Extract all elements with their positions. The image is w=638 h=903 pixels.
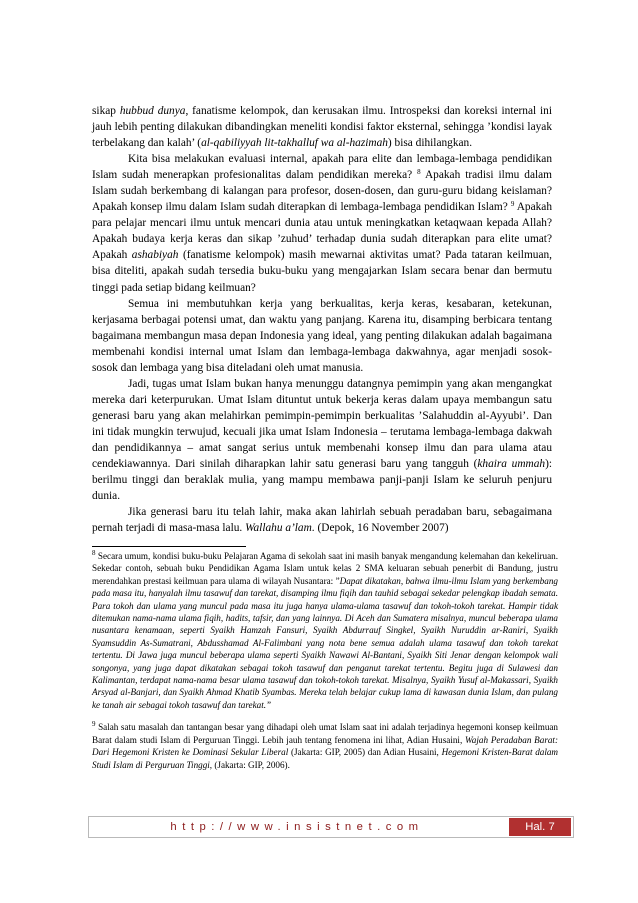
book-title: Hegemoni Kristen-Barat dalam Studi Islam di Perguruan Tinggi, xyxy=(92,747,559,770)
page-footer xyxy=(88,816,574,838)
paragraph-2 xyxy=(92,151,552,295)
footnote-ref-8[interactable]: 8 xyxy=(417,168,421,177)
footnote-separator xyxy=(92,546,246,547)
text-run: ) bisa dihilangkan. xyxy=(387,137,473,150)
text-run: (Jakarta: GIP, 2005) dan Adian Husaini, xyxy=(288,747,442,758)
italic-term: al-qabiliyyah lit-takhalluf wa al-hazimah xyxy=(201,137,388,150)
text-run: (Jakarta: GIP, 2006). xyxy=(212,759,290,770)
text-run: Jadi, tugas umat Islam bukan hanya menunggu datangnya pemimpin yang akan mengangkat mereka dari keterpurukan. Umat Islam dituntut untuk bekerja keras dalam upaya membangun satu generasi baru yang akan melahirkan pemimpin-pemimpin berkualitas ’Salahuddin al-Ayyubi’. Dan ini tidak mungkin terwujud, kecuali jika umat Islam Indonesia – terutama lembaga-lembaga dakwah dan pendidikannya – amat sangat serius untuk membenahi konsep ilmu dan para ulama atau cendekiawannya. Dari sinilah diharapkan lahir satu generasi baru yang tangguh ( xyxy=(92,377,552,471)
page-number-badge: Hal. 7 xyxy=(509,818,571,836)
text-run: ): berilmu tinggi dan beraklak mulia, yang mampu membawa panji-panji Islam ke seluruh penjuru dunia. xyxy=(92,458,552,503)
footnote-number: 9 xyxy=(92,720,96,729)
italic-quote: Dapat dikatakan, bahwa ilmu-ilmu Islam yang berkembang pada masa itu, hanyalah ilmu tasawuf dan tarekat, disamping ilmu fiqih dan tauhid sebagai sekedar pelengkap ibadah semata. Para tokoh dan ulama yang muncul pada masa itu juga hanya ulama-ulama tasawuf dan tokoh-tokoh tarekat. Hampir tidak ditemukan nama-nama ulama fiqih, hadits, tafsir, dan yang lainnya. Di Aceh dan Sumatera misalnya, muncul beberapa ulama nusantara kenamaan, seperti Syaikh Hamzah Fansuri, Syaikh Abdurrauf Singkel, Syaikh Nuruddin ar-Raniri, Syaikh Syamsuddin As-Sumatrani, Abdusshamad Al-Falimbani yang nota bene semua adalah ulama tasawuf dan tokoh tarekat tertentu. Di Jawa juga muncul beberapa ulama seperti Syaikh Nawawi Al-Bantani, Syaikh Siti Jenar dengan kelompok wali songonya, yang juga dapat dikatakan sebagai tokoh tasawuf dan penganut tarekat tertentu. Begitu juga di Sulawesi dan Kalimantan, terdapat nama-nama besar ulama tasawuf dan tokoh-tokoh tarekat. Misalnya, Syaikh Yusuf al-Makassari, Syaikh Arsyad al-Banjari, dan Syaikh Ahmad Khatib Syambas. Mereka telah belajar cukup lama di kawasan dunia Islam, dan pulang ke tanah air sebagai tokoh tasawuf dan tarekat.” xyxy=(92,575,558,710)
footnote-number: 8 xyxy=(92,549,96,557)
text-run: . (Depok, 16 November 2007) xyxy=(311,522,449,535)
paragraph-3: Semua ini membutuhkan kerja yang berkualitas, kerja keras, kesabaran, ketekunan, kerjasama berbagai potensi umat, dan waktu yang panjang. Karena itu, disamping berbicara tentang bagaimana membangun masa depan Indonesia yang ideal, yang penting dilakukan adalah bagaimana membenahi kondisi internal umat Islam dan lembaga-lembaga dakwahnya, agar menjadi sosok-sosok dan lembaga yang bisa diteladani oleh umat manusia. xyxy=(92,297,552,374)
text-run: Jika generasi baru itu telah lahir, maka akan lahirlah sebuah peradaban baru, sebagaimana pernah terjadi di masa-masa lalu. xyxy=(92,506,552,535)
footnote-8 xyxy=(92,550,558,711)
text-run: Secara umum, kondisi buku-buku Pelajaran Agama di sekolah saat ini masih banyak mengandung kelemahan dan kekeliruan. Sekedar contoh, sebuah buku Pendidikan Agama Islam untuk kelas 2 SMA keluaran sebuah penerbit di Bandung, justru merendahkan prestasi keilmuan para ulama di wilayah Nusantara: ” xyxy=(92,551,558,586)
paragraph-4 xyxy=(92,376,552,504)
italic-term: hubbud dunya xyxy=(119,105,186,117)
footnotes xyxy=(92,550,558,771)
main-text xyxy=(92,103,552,536)
text-run: Apakah tradisi ilmu dalam Islam sudah berkembang di kalangan para profesor, dosen-dosen, dan guru-guru bidang keislaman? Apakah konsep ilmu dalam Islam sudah diterapkan di lembaga-lembaga pendidikan Islam? xyxy=(92,169,552,214)
footnote-ref-9[interactable]: 9 xyxy=(510,200,515,209)
text-run: sikap xyxy=(92,105,120,117)
paragraph-1 xyxy=(92,103,552,151)
text-run: Salah satu masalah dan tantangan besar yang dihadapi oleh umat Islam saat ini adalah terjadinya hegemoni konsep keilmuan Barat dalam studi Islam di Perguruan Tinggi. Lebih jauh tentang fenomena ini lihat, Adian Husaini, xyxy=(92,722,558,745)
text-run: Kita bisa melakukan evaluasi internal, apakah para elite dan lembaga-lembaga pendidikan Islam sudah menerapkan profesionalitas dalam pendidikan mereka? xyxy=(92,153,552,182)
text-run: , fanatisme kelompok, dan kerusakan ilmu. Introspeksi dan koreksi internal ini jauh lebih penting dilakukan dibandingkan meneliti kondisi faktor eksternal, sehingga ’kondisi layak terbelakang dan kalah’ ( xyxy=(92,105,552,150)
italic-term: ashabiyah xyxy=(131,249,179,262)
book-title: Wajah Peradaban Barat: Dari Hegemoni Kristen ke Dominasi Sekular Liberal xyxy=(92,734,559,758)
footnote-9 xyxy=(92,721,558,771)
italic-term: khaira ummah xyxy=(477,458,546,471)
text-run: (fanatisme kelompok) masih mewarnai aktivitas umat? Pada tataran keilmuan, bisa diteliti, apakah sudah tersedia buku-buku yang mengajarkan Islam secara benar dan bermutu tinggi pada setiap bidang keilmuan? xyxy=(92,249,552,294)
footer-website-link[interactable]: http://www.insistnet.com xyxy=(170,821,424,833)
italic-term: Wallahu a’lam xyxy=(245,522,312,535)
paragraph-5 xyxy=(92,504,552,536)
text-run: Apakah para pelajar mencari ilmu untuk mencari dunia atau untuk meningkatkan ketaqwaan kepada Allah? Apakah budaya kerja keras dan sikap ’zuhud’ terhadap dunia sudah diterapkan para elite umat? Apakah xyxy=(92,201,552,262)
